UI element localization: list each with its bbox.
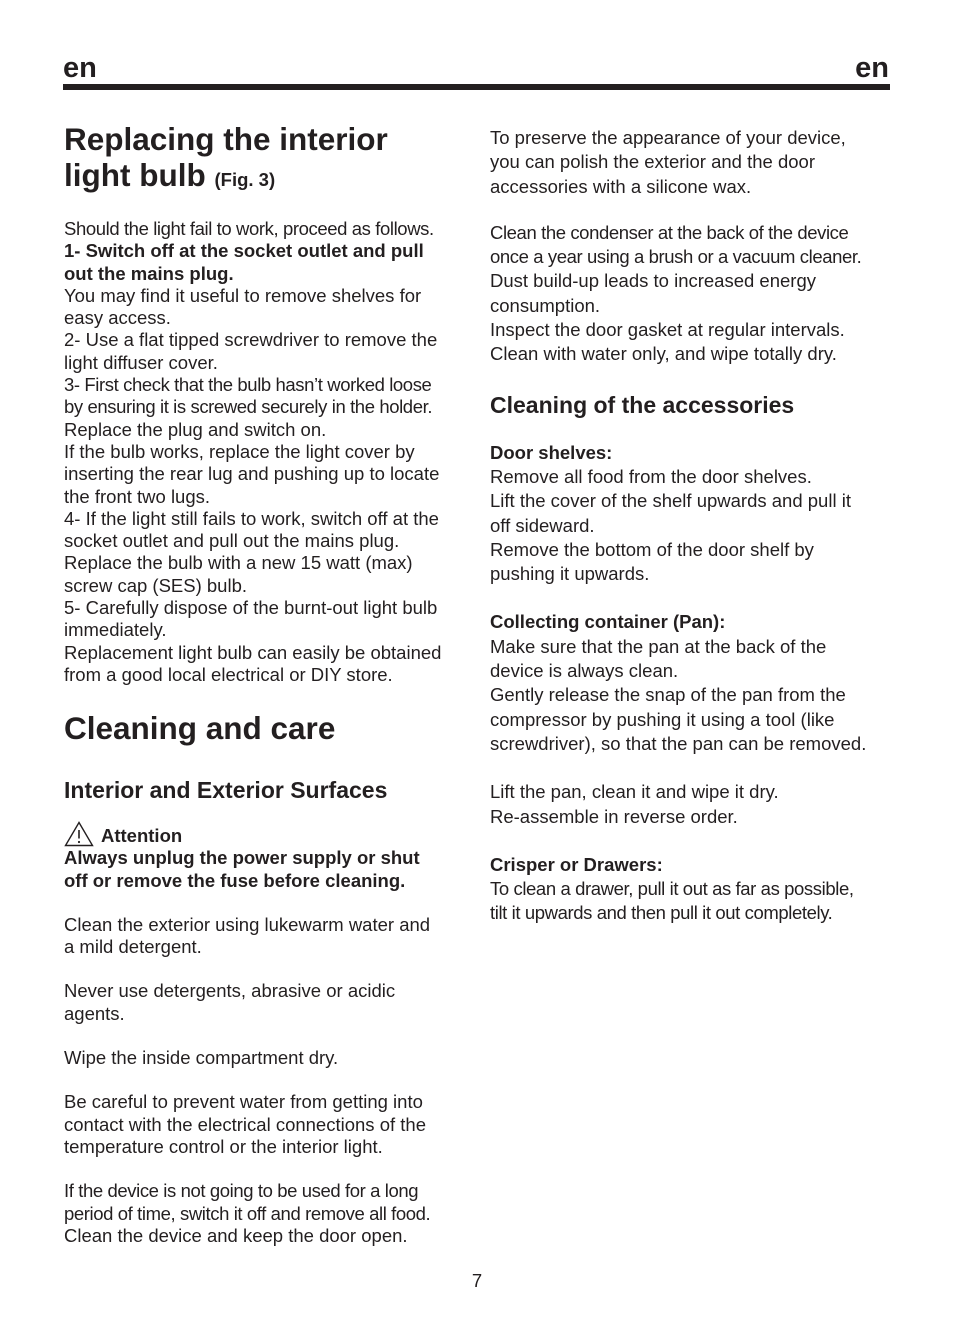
- condenser-note: Clean the condenser at the back of the device once a year using a brush or a vacuum cleaner.: [490, 221, 862, 268]
- accessories-title: Cleaning of the accessories: [490, 391, 795, 418]
- attention-text: Always unplug the power supply or shut off or remove the fuse before cleaning.: [64, 847, 420, 891]
- bulb-intro: Should the light fail to work, proceed as follows.: [64, 218, 434, 239]
- bulb-steps-continued: Replace the plug and switch on. If the bulb works, replace the light cover by inserting the rear lug and pushing up to locate the front two lugs. 4- If the light still fails to work, switch off at the socket outlet and pull out the mains plug. Replace the bulb with a new 15 watt (max) screw cap (SES) bulb. 5- Carefully dispose of the burnt-out light bulb immediately. Replacement light bulb can easily be obtained from a good local electrical or DIY store.: [64, 418, 442, 685]
- keep-door-open: Clean the device and keep the door open.: [64, 1224, 408, 1246]
- attention-row: [64, 821, 468, 847]
- door-shelves-label: Door shelves:: [490, 441, 613, 463]
- bulb-step-2: 2- Use a flat tipped screwdriver to remove the light diffuser cover.: [64, 329, 438, 373]
- bulb-title-main: Replacing the interior light bulb: [64, 121, 388, 193]
- bulb-step-3: 3- First check that the bulb hasn’t worked loose by ensuring it is screwed securely in the holder.: [64, 374, 433, 418]
- never-use-agents: Never use detergents, abrasive or acidic agents.: [64, 980, 396, 1024]
- water-caution: Be careful to prevent water from getting into contact with the electrical connections of the temperature control or the interior light.: [64, 1091, 426, 1157]
- crisper-text: To clean a drawer, pull it out as far as possible, tilt it upwards and then pull it out completely.: [490, 878, 854, 924]
- header-rule: [63, 84, 890, 90]
- warning-triangle-icon: [64, 821, 94, 847]
- bulb-step-1: 1- Switch off at the socket outlet and pull out the mains plug.: [64, 240, 424, 284]
- surfaces-subtitle: Interior and Exterior Surfaces: [64, 777, 388, 804]
- bulb-shelves-tip: You may find it useful to remove shelves for easy access.: [64, 284, 422, 329]
- crisper-label: Crisper or Drawers:: [490, 853, 663, 875]
- pan-lift-text: Lift the pan, clean it and wipe it dry. Re-assemble in reverse order.: [490, 781, 779, 827]
- language-code-left: en: [63, 52, 97, 84]
- language-code-right: en: [855, 52, 889, 84]
- wipe-dry: Wipe the inside compartment dry.: [64, 1047, 339, 1069]
- cleaning-care-title: Cleaning and care: [64, 710, 336, 747]
- fig-reference: (Fig. 3): [214, 169, 276, 190]
- door-shelves-text: Remove all food from the door shelves. Lift the cover of the shelf upwards and pull it off sideward. Remove the bottom of the door shelf by pushing it upwards.: [490, 465, 851, 585]
- bulb-section-title: [64, 121, 468, 198]
- right-column: [490, 126, 894, 926]
- pan-label: Collecting container (Pan):: [490, 611, 726, 633]
- exterior-cleaning: Clean the exterior using lukewarm water and a mild detergent.: [64, 913, 431, 958]
- pan-text: Make sure that the pan at the back of the device is always clean. Gently release the snap of the pan from the compressor by pushing it using a tool (like screwdriver), so that the pan can be removed.: [490, 635, 867, 754]
- polish-note: To preserve the appearance of your device, you can polish the exterior and the door accessories with a silicone wax.: [490, 127, 846, 197]
- page-number: 7: [471, 1270, 483, 1291]
- long-period-note: If the device is not going to be used for a long period of time, switch it off and remove all food.: [64, 1180, 431, 1224]
- energy-gasket-note: Dust build-up leads to increased energy consumption. Inspect the door gasket at regular intervals. Clean with water only, and wipe totally dry.: [490, 270, 845, 365]
- attention-label: Attention: [101, 825, 183, 847]
- left-column: [64, 121, 468, 1247]
